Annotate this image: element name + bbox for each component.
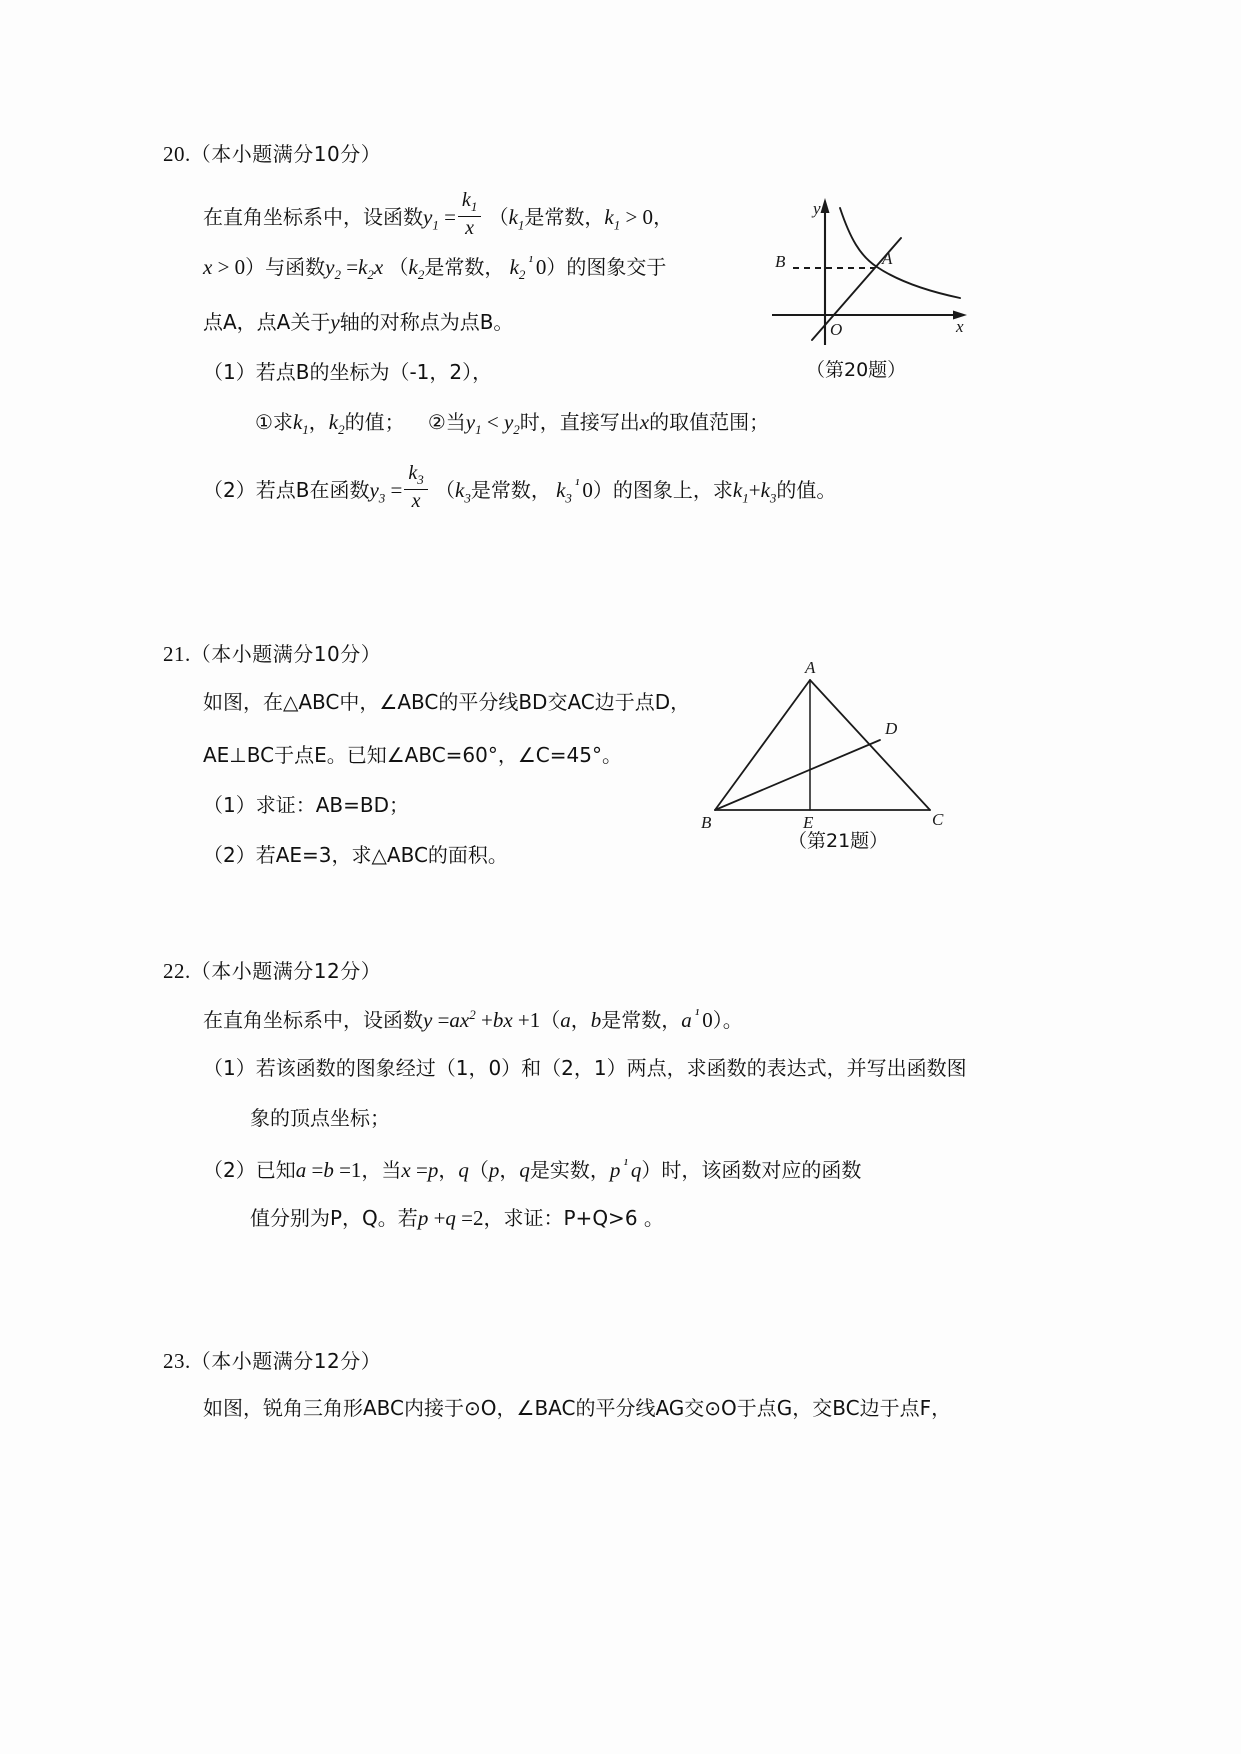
problem-22-body-line-1	[203, 1008, 743, 1031]
p20-l6-open: （	[435, 478, 456, 503]
p20-l6-k3b-sub: 3	[565, 490, 572, 506]
p20-l6-zero: 0	[582, 478, 593, 503]
p22-l1-av: a	[560, 1008, 571, 1032]
p20-l5-k2-sub: 2	[338, 422, 345, 438]
problem-22-part-1: （1）若该函数的图象经过（1，0）和（2，1）两点，求函数的表达式，并写出函数图	[203, 1056, 967, 1080]
p22-l4-eq3: =	[416, 1158, 428, 1182]
p20-l6-k3b: k	[556, 478, 566, 503]
p20-l1-text-a: 在直角坐标系中，设函数	[203, 205, 423, 230]
p20-l5-y1-sub: 1	[475, 422, 482, 438]
p22-l4-p: p	[427, 1158, 439, 1182]
p20-l1-paren: （	[488, 205, 509, 230]
p20-l2-zero: 0	[535, 255, 547, 279]
p22-l1-tail: ）。	[712, 1008, 743, 1032]
problem-20-part-1-subitems	[255, 412, 769, 436]
problem-20-score-note: （本小题满分10分）	[190, 142, 382, 166]
p20-l6-const: 是常数，	[470, 478, 551, 503]
problem-20-body-line-3	[203, 312, 513, 333]
p22-l4-b-var: b	[323, 1158, 334, 1182]
p20-l1-k1b: k	[604, 205, 614, 230]
problem-21-index: 21.	[163, 642, 191, 666]
p22-l5-plus: +	[433, 1206, 446, 1230]
p22-l1-b-coef: b	[492, 1008, 504, 1032]
p20-l2-neq-glyph: ¹	[528, 254, 533, 270]
p20-l3-tail: 轴的对称点为点B。	[339, 310, 514, 334]
problem-21-body-line-2: AE⊥BC于点E。已知∠ABC=60°，∠C=45°。	[203, 743, 622, 767]
problem-23-index: 23.	[163, 1349, 191, 1373]
p22-l1-comma: ，	[570, 1008, 591, 1032]
p20-l6-plus: +	[748, 478, 761, 503]
p20-l6-frac-k: k	[408, 462, 418, 484]
problem-21-part-1: （1）求证：AB=BD；	[203, 793, 410, 817]
problem-20-figure	[770, 190, 970, 350]
problem-23-number	[163, 1345, 381, 1374]
vertex-b-label: B	[701, 813, 712, 832]
hyperbola-curve	[840, 208, 960, 298]
p22-l1-const: 是常数，	[601, 1008, 682, 1032]
p20-l5-e: 的取值范围；	[649, 410, 770, 434]
p20-l6-tail: 的值。	[776, 478, 837, 503]
p22-l1-eq: =	[437, 1008, 450, 1032]
p22-l1-exponent: 2	[469, 1007, 476, 1022]
p22-l5-a: 值分别为P，Q。若	[250, 1206, 418, 1230]
p22-l1-plus2: +	[517, 1008, 530, 1032]
p22-l5-b: ，求证：P+Q>6 。	[483, 1206, 664, 1230]
p22-l1-plus1: +	[481, 1008, 493, 1032]
p22-l1-x2: x	[503, 1008, 513, 1032]
p20-l6-mid: ）的图象上，求	[592, 478, 733, 503]
p20-l5-a: ①求	[255, 410, 293, 434]
p20-frac-k-sub: 1	[470, 199, 478, 214]
p20-l5-lt: <	[486, 410, 499, 434]
p22-l5-eq: =	[461, 1206, 473, 1230]
p20-l1-k1: k	[508, 205, 518, 230]
p20-l5-b: 的值；	[344, 410, 405, 434]
p20-l5-c: ②当	[427, 410, 466, 434]
p22-l4-p3: p	[609, 1158, 621, 1182]
p20-l2-k2: k	[358, 255, 368, 279]
problem-21-part-2: （2）若AE=3，求△ABC的面积。	[203, 843, 508, 867]
p22-l4-eq2: =	[339, 1158, 351, 1182]
vertex-e-label: E	[803, 813, 814, 832]
problem-20-figure-caption: （第20题）	[806, 359, 907, 381]
p20-l6-frac-k-sub: 3	[417, 472, 424, 487]
p20-l6-frac-num	[404, 463, 427, 487]
p20-l1-text-b: 是常数，	[524, 205, 605, 230]
p22-l4-q: q	[458, 1158, 469, 1182]
p20-l2-k2c-sub: 2	[518, 267, 526, 283]
problem-20-index: 20.	[163, 142, 191, 166]
problem-21-body-line-1: 如图，在△ABC中，∠ABC的平分线BD交AC边于点D，	[203, 690, 691, 714]
point-b-label: B	[775, 252, 786, 271]
problem-21-score-note: （本小题满分10分）	[190, 642, 382, 666]
p20-l5-x: x	[639, 410, 650, 434]
p20-l5-comma: ，	[308, 410, 329, 434]
p22-l4-open: （	[468, 1158, 489, 1182]
vertex-d-label: D	[885, 719, 898, 738]
p20-l6-k3c-sub: 3	[769, 490, 777, 506]
problem-20-number	[163, 138, 381, 167]
p20-l2-eq: =	[346, 255, 359, 279]
p20-l2-text-a: ）与函数	[245, 255, 326, 279]
problem-21-figure-caption: （第21题）	[788, 830, 889, 852]
p20-l3-y: y	[330, 310, 340, 334]
p22-l1-av2: a	[681, 1008, 692, 1032]
origin-label: O	[830, 320, 843, 339]
p22-l4-d: ）时，该函数对应的函数	[641, 1158, 862, 1182]
vertex-c-label: C	[932, 810, 944, 829]
problem-23-body-line-1: 如图，锐角三角形ABC内接于⊙O，∠BAC的平分线AG交⊙O于点G，交BC边于点F，	[203, 1396, 952, 1420]
p20-l2-const: 是常数，	[424, 255, 505, 279]
p22-l1-one: 1	[529, 1008, 541, 1032]
p20-l6-k1-sub: 1	[742, 490, 749, 506]
problem-21-number	[163, 638, 381, 667]
triangle-abc-diagram	[695, 655, 945, 840]
p20-l6-k3c: k	[760, 478, 770, 503]
p20-l2-y2: y	[325, 255, 335, 279]
p20-l5-y2-sub: 2	[513, 422, 520, 438]
p22-l4-real: 是实数，	[529, 1158, 610, 1182]
p22-l4-b-text: ，当	[361, 1158, 402, 1182]
p22-l5-q: q	[445, 1206, 456, 1230]
p20-l2-open: （	[388, 255, 409, 279]
p22-l4-x: x	[401, 1158, 411, 1182]
p22-l4-one: 1	[350, 1158, 362, 1182]
p22-l1-a: 在直角坐标系中，设函数	[203, 1008, 423, 1032]
problem-20-body-line-1	[203, 189, 674, 241]
p20-l6-k3: k	[455, 478, 465, 503]
p20-l2-x: x	[203, 255, 213, 279]
x-axis-label: x	[956, 317, 964, 336]
problem-22-part-2	[203, 1158, 861, 1181]
p20-l6-y3: y	[369, 478, 379, 503]
p20-l5-y2: y	[503, 410, 514, 434]
p20-l1-frac-num	[458, 190, 481, 214]
p20-l1-fraction	[458, 190, 481, 239]
p20-l6-neq-glyph: ¹	[574, 477, 580, 494]
problem-20-body-line-2	[203, 255, 666, 281]
p20-l2-tail: ）的图象交于	[546, 255, 667, 279]
p20-l1-gt: > 0	[625, 205, 654, 230]
p20-l6-k3-sub: 3	[464, 490, 471, 506]
p20-l6-y3-sub: 3	[378, 490, 386, 506]
problem-22-part-1-cont: 象的顶点坐标；	[250, 1106, 390, 1130]
p20-l1-eq: =	[444, 205, 456, 230]
p22-l4-comma: ，	[499, 1158, 520, 1182]
problem-20-part-1: （1）若点B的坐标为（-1，2），	[203, 360, 493, 384]
problem-22-part-2-cont	[250, 1208, 664, 1229]
p20-l1-k1-sub: 1	[517, 217, 525, 233]
p20-l2-x2: x	[373, 255, 384, 279]
p20-l1-comma: ，	[653, 205, 674, 230]
p22-l4-a: （2）已知	[203, 1158, 296, 1182]
point-a-label: A	[882, 249, 893, 268]
p22-l5-two: 2	[473, 1206, 484, 1230]
p20-l1-y1-sub: 1	[432, 217, 439, 233]
p22-l1-x: x	[459, 1008, 470, 1032]
vertex-a-label: A	[805, 658, 816, 677]
problem-20-part-2	[203, 462, 837, 514]
p22-l4-q2: q	[519, 1158, 530, 1182]
p20-l2-k2b: k	[408, 255, 418, 279]
p20-l5-y1: y	[465, 410, 476, 434]
p20-l3-text-a: 点A，点A关于	[203, 310, 331, 334]
p20-l6-frac-den: x	[411, 489, 421, 512]
problem-22-score-note: （本小题满分12分）	[190, 959, 382, 983]
p22-l4-neq-glyph: ¹	[623, 1157, 628, 1173]
p20-l6-fraction	[404, 463, 427, 512]
p22-l1-y: y	[423, 1008, 433, 1032]
p20-l6-a: （2）若点B在函数	[203, 478, 370, 503]
p20-l6-eq: =	[390, 478, 403, 503]
p20-l1-y1: y	[423, 205, 433, 230]
p20-l6-k1: k	[732, 478, 743, 503]
p20-frac-den: x	[465, 216, 475, 239]
p22-l1-zero: 0	[702, 1008, 713, 1032]
p22-l1-bv: b	[590, 1008, 602, 1032]
p22-l1-a-coef: a	[449, 1008, 460, 1032]
hyperbola-line-diagram	[770, 190, 970, 350]
p20-frac-k: k	[461, 189, 471, 211]
y-axis-arrow	[821, 198, 830, 213]
p22-l4-p2: p	[488, 1158, 500, 1182]
p22-l4-a-var: a	[295, 1158, 307, 1182]
p20-l2-k2b-sub: 2	[417, 267, 425, 283]
p20-l1-k1b-sub: 1	[613, 217, 621, 233]
problem-21-figure	[695, 655, 945, 840]
p20-l5-d: 时，直接写出	[519, 410, 640, 434]
p22-l4-q3: q	[630, 1158, 642, 1182]
problem-22-number	[163, 955, 381, 984]
p20-l5-k2: k	[328, 410, 339, 434]
p20-l5-k1-sub: 1	[302, 422, 309, 438]
problem-22-index: 22.	[163, 959, 191, 983]
y-axis-label: y	[813, 199, 821, 218]
p20-l2-gt0: > 0	[217, 255, 246, 279]
p20-l2-k2-sub: 2	[367, 267, 374, 283]
p22-l5-p: p	[417, 1206, 429, 1230]
p22-l4-eq1: =	[311, 1158, 324, 1182]
p22-l1-open: （	[540, 1008, 561, 1032]
p20-l5-k1: k	[292, 410, 303, 434]
p20-l2-k2c: k	[509, 255, 519, 279]
p22-l4-c: ，	[438, 1158, 459, 1182]
problem-23-score-note: （本小题满分12分）	[190, 1349, 382, 1373]
p20-l2-y2-sub: 2	[334, 267, 341, 283]
p22-l1-neq-glyph: ¹	[694, 1007, 700, 1023]
